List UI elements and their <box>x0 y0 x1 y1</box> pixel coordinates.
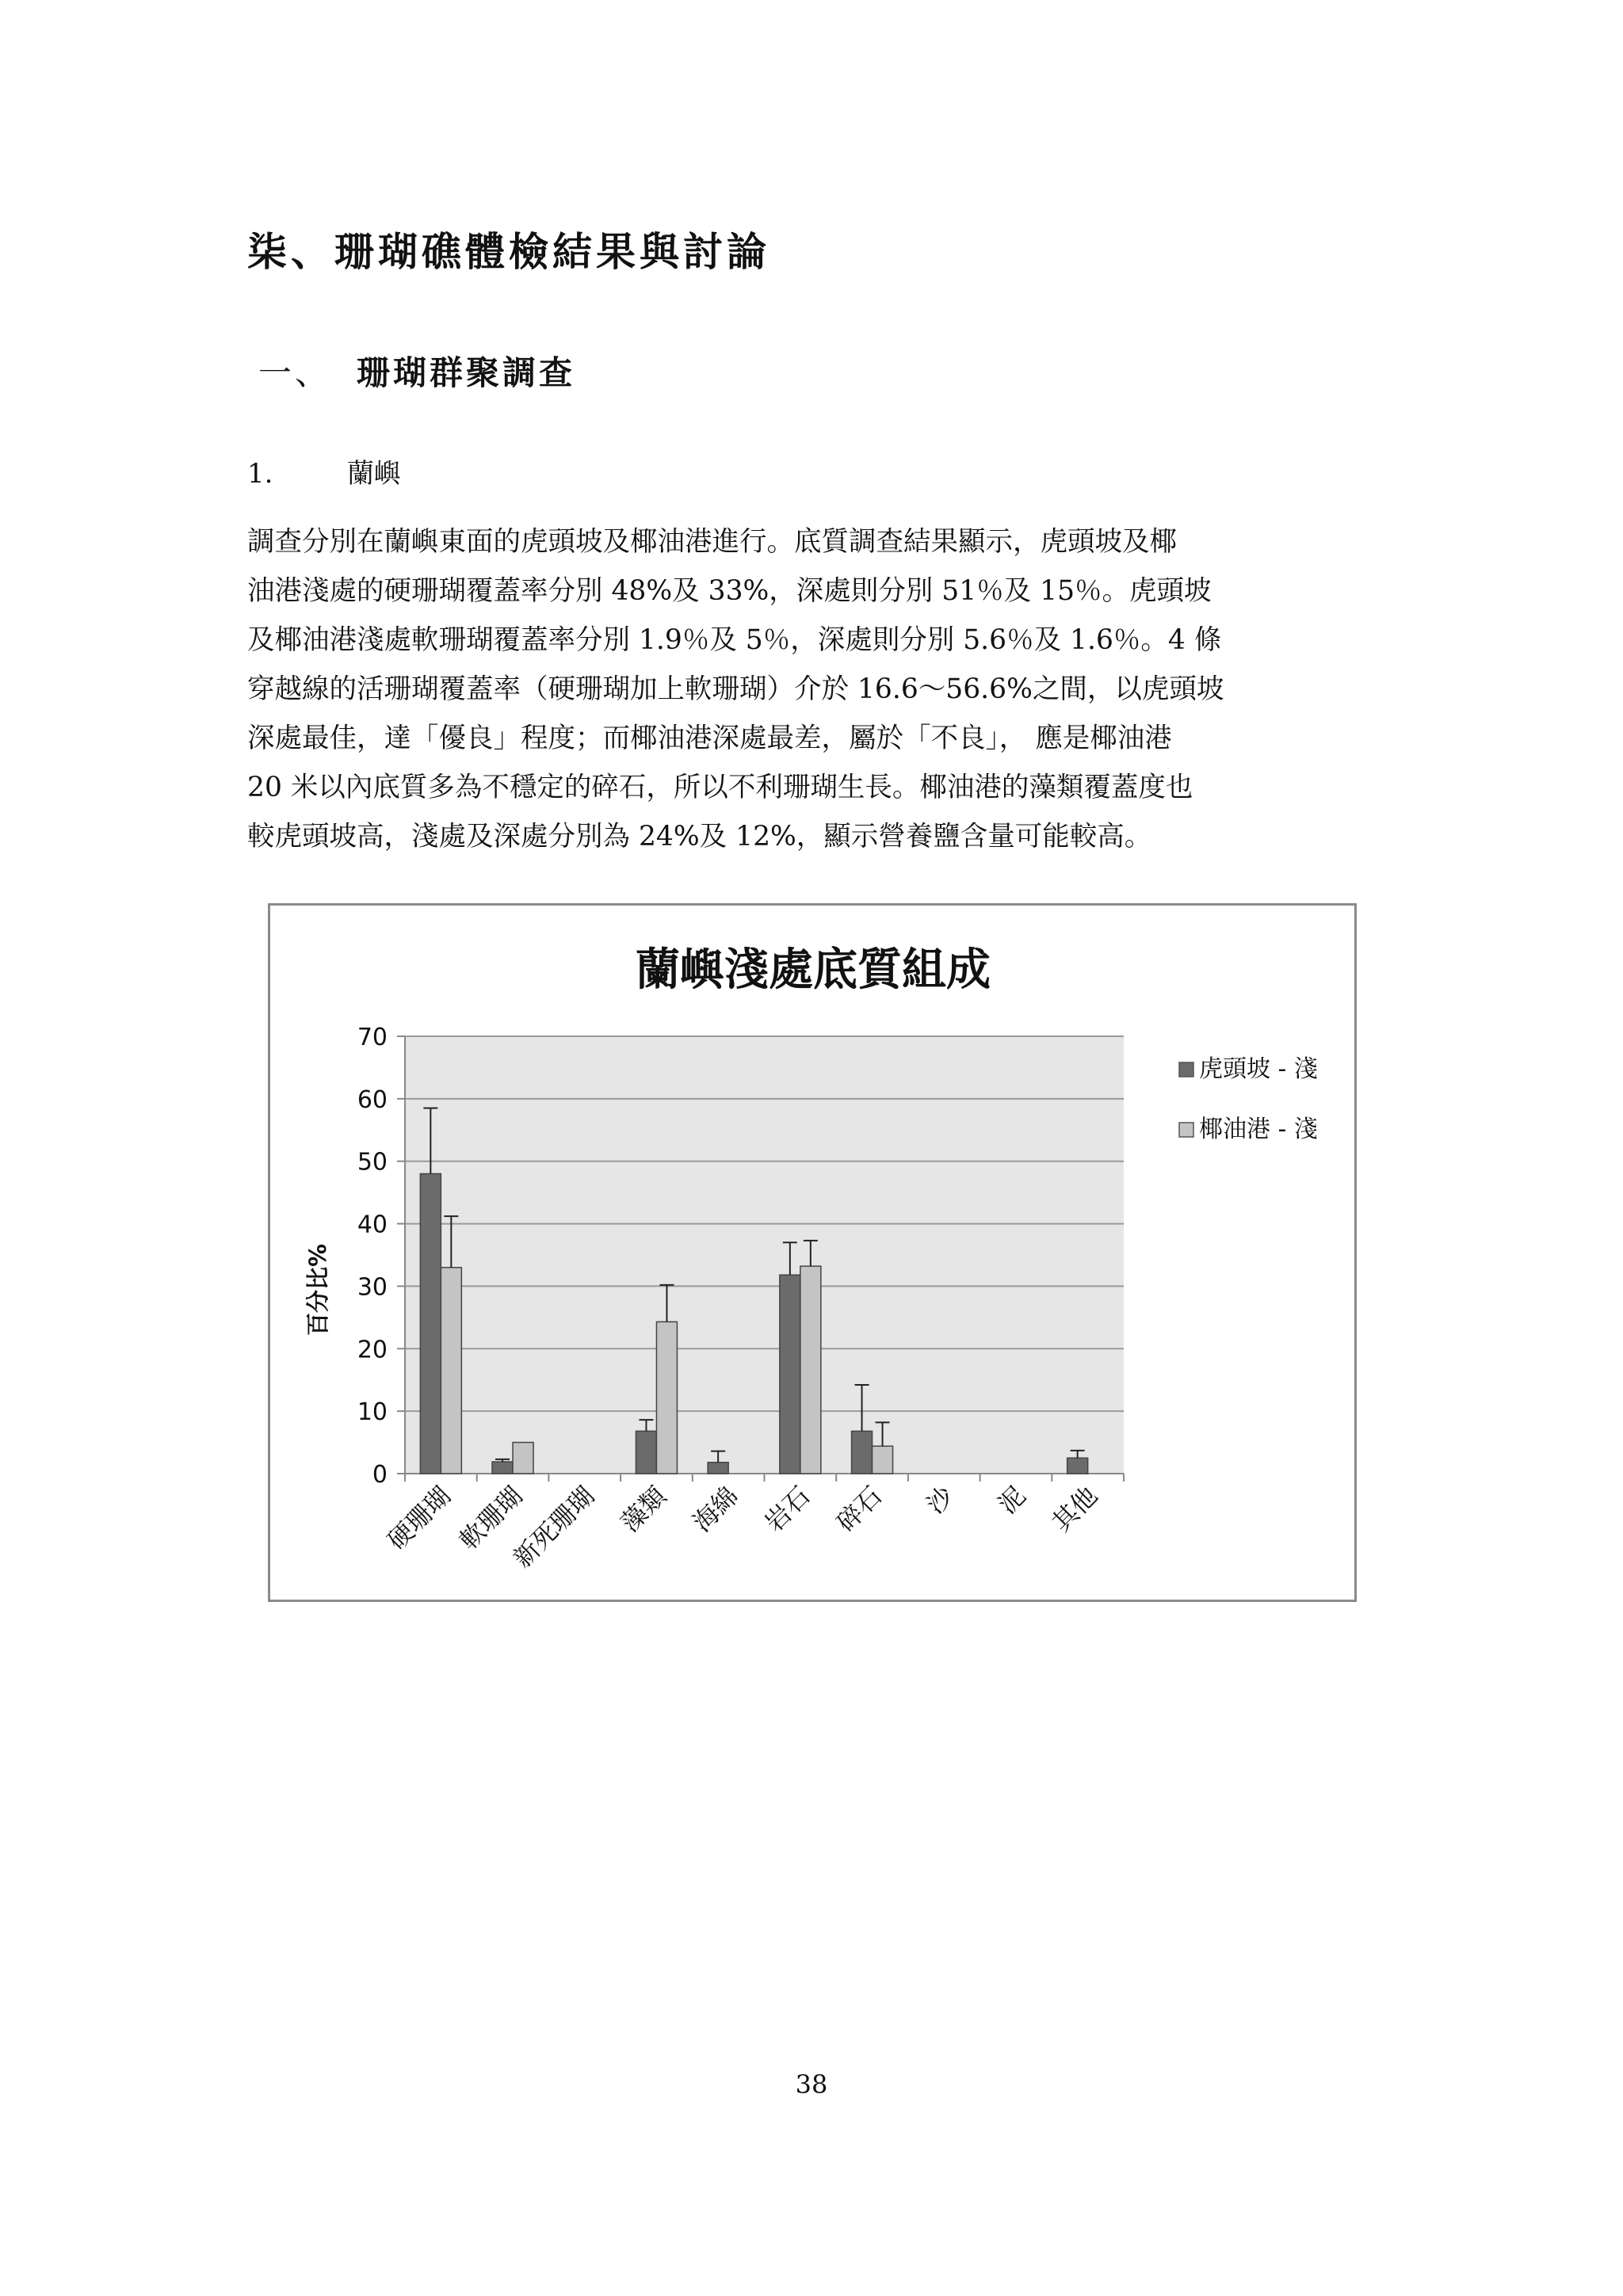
substrate-bar-chart <box>270 906 1354 1600</box>
subsection-number: 1. <box>247 458 273 490</box>
chapter-title: 柒、珊瑚礁體檢結果與討論 <box>247 229 770 275</box>
bar <box>780 1275 800 1474</box>
x-tick-label: 藻類 <box>614 1480 673 1538</box>
bar <box>636 1431 656 1474</box>
y-tick-label: 20 <box>357 1336 388 1364</box>
x-tick-label: 泥 <box>992 1480 1032 1520</box>
x-tick-label: 軟珊瑚 <box>453 1480 529 1556</box>
paragraph-line: 較虎頭坡高，淺處及深處分別為 24%及 12%，顯示營養鹽含量可能較高。 <box>247 821 1152 852</box>
chart-frame <box>268 903 1357 1602</box>
bar <box>441 1268 461 1474</box>
bar <box>656 1322 677 1474</box>
bar <box>708 1463 728 1474</box>
bar <box>492 1462 513 1474</box>
y-tick-label: 30 <box>357 1273 388 1302</box>
paragraph-line: 穿越線的活珊瑚覆蓋率（硬珊瑚加上軟珊瑚）介於 16.6～56.6%之間，以虎頭坡 <box>247 673 1224 705</box>
bar <box>800 1266 821 1474</box>
chart-title: 蘭嶼淺處底質組成 <box>636 944 991 996</box>
subsection-title: 蘭嶼 <box>347 458 401 490</box>
y-tick-label: 40 <box>357 1211 388 1239</box>
bar <box>513 1443 533 1474</box>
paragraph-line: 20 米以內底質多為不穩定的碎石，所以不利珊瑚生長。椰油港的藻類覆蓋度也 <box>247 772 1193 803</box>
x-tick-label: 其他 <box>1046 1480 1104 1538</box>
plot-area <box>405 1036 1124 1474</box>
paragraph-line: 及椰油港淺處軟珊瑚覆蓋率分別 1.9％及 5％，深處則分別 5.6％及 1.6％。4 條 <box>247 624 1222 656</box>
paragraph-line: 調查分別在蘭嶼東面的虎頭坡及椰油港進行。底質調查結果顯示，虎頭坡及椰 <box>247 526 1177 558</box>
paragraph-line: 深處最佳，達「優良」程度；而椰油港深處最差，屬於「不良」， 應是椰油港 <box>247 723 1172 754</box>
legend-label: 虎頭坡 - 淺 <box>1199 1055 1318 1083</box>
y-tick-label: 10 <box>357 1398 388 1427</box>
y-tick-label: 60 <box>357 1085 388 1114</box>
x-tick-label: 岩石 <box>758 1480 816 1538</box>
y-tick-label: 70 <box>357 1024 388 1051</box>
bar <box>852 1431 873 1474</box>
x-tick-label: 新死珊瑚 <box>507 1480 601 1574</box>
y-tick-label: 0 <box>372 1461 388 1489</box>
paragraph-line: 油港淺處的硬珊瑚覆蓋率分別 48%及 33%，深處則分別 51％及 15％。虎頭坡 <box>247 575 1212 607</box>
section-title: 珊瑚群聚調查 <box>357 353 576 392</box>
bar <box>420 1173 441 1474</box>
bar <box>1067 1458 1088 1474</box>
section-heading <box>258 347 575 395</box>
bar <box>873 1446 893 1474</box>
section-number: 一、 <box>258 353 332 392</box>
subsection-heading <box>247 452 401 490</box>
page-number: 38 <box>795 2069 828 2100</box>
body-paragraph <box>247 517 1388 861</box>
y-tick-label: 50 <box>357 1148 388 1177</box>
x-tick-label: 沙 <box>920 1480 960 1520</box>
legend-swatch <box>1179 1062 1193 1077</box>
y-axis-label: 百分比% <box>304 1243 331 1337</box>
x-tick-label: 碎石 <box>831 1480 888 1538</box>
legend-label: 椰油港 - 淺 <box>1199 1116 1318 1143</box>
x-tick-label: 海綿 <box>686 1480 744 1538</box>
x-tick-label: 硬珊瑚 <box>381 1480 457 1556</box>
legend-swatch <box>1179 1123 1193 1137</box>
